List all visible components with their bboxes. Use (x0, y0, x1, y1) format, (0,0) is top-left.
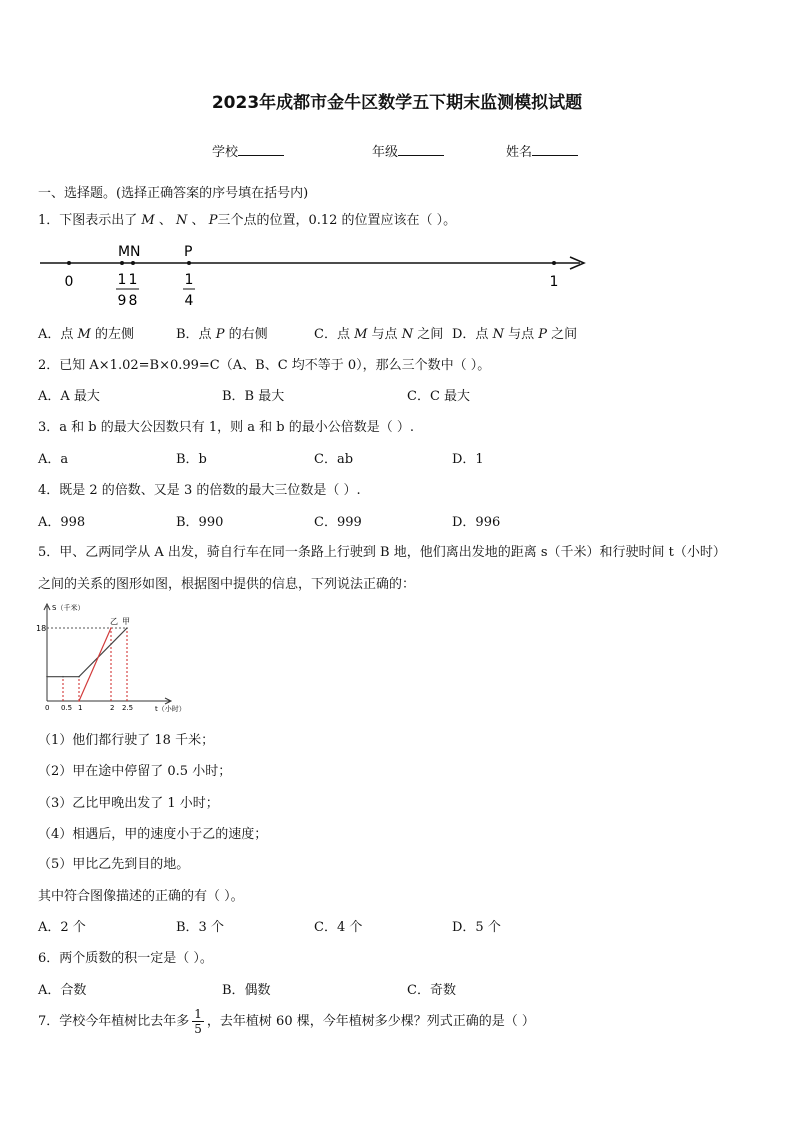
q7-fraction-denominator: 5 (194, 1022, 202, 1036)
q1-stem (38, 209, 456, 228)
opt-var: M (354, 327, 368, 342)
q4-option-a: A．998 (38, 515, 86, 530)
q1-option-d (452, 323, 577, 342)
school-label: 学校 (212, 145, 239, 160)
x-tick-2.5: 2.5 (122, 704, 134, 712)
q5-option-d: D．5 个 (452, 920, 501, 935)
q1-var-m: M (141, 213, 155, 228)
opt-text: 与点 (371, 327, 398, 342)
p-denominator: 4 (184, 293, 194, 309)
q1-option-a (38, 323, 134, 342)
q5-stem-line1: 5．甲、乙两同学从 A 出发，骑自行车在同一条路上行驶到 B 地，他们离出发地的距离 s（千米）和行驶时间 t（小时） (38, 545, 726, 560)
grade-label: 年级 (372, 145, 399, 160)
q7-fraction (192, 1007, 204, 1036)
opt-text: 之间 (417, 327, 444, 342)
m-denominator: 9 (117, 293, 127, 309)
q3-option-c: C．ab (314, 452, 354, 467)
opt-var: N (401, 327, 414, 342)
q3-stem: 3．a 和 b 的最大公因数只有 1，则 a 和 b 的最小公倍数是（ ）. (38, 420, 415, 435)
opt-text: A．点 (38, 327, 74, 342)
tick-one (552, 261, 556, 265)
q1-sep: 、 (191, 213, 205, 228)
series-line-yi (79, 628, 111, 701)
opt-text: B．点 (176, 327, 212, 342)
n-numerator: 1 (128, 272, 138, 288)
opt-text: C．点 (314, 327, 350, 342)
q5-statement-1: （1）他们都行驶了 18 千米； (38, 733, 215, 748)
name-label: 姓名 (506, 145, 533, 160)
m-numerator: 1 (117, 272, 127, 288)
q6-option-a: A．合数 (38, 983, 87, 998)
q5-option-b: B．3 个 (176, 920, 224, 935)
page-title: 2023年成都市金牛区数学五下期末监测模拟试题 (211, 93, 583, 113)
q1-var-n: N (176, 213, 188, 228)
section-heading: 一、选择题。(选择正确答案的序号填在括号内) (38, 186, 309, 201)
opt-text: 之间 (551, 327, 578, 342)
q6-stem: 6．两个质数的积一定是（ ）。 (38, 951, 213, 966)
series-point (46, 676, 48, 678)
q7-stem-a: 7．学校今年植树比去年多 (38, 1014, 190, 1029)
grade-field (372, 141, 444, 160)
q2-option-c: C．C 最大 (407, 389, 471, 404)
q1-option-b (176, 323, 268, 342)
q1-stem-b: 三个点的位置，0.12 的位置应该在（ ）。 (217, 213, 457, 228)
opt-var: P (215, 327, 225, 342)
q6-option-c: C．奇数 (407, 983, 456, 998)
number-line-figure (36, 236, 596, 314)
graph-guides (47, 628, 127, 701)
opt-var: P (538, 327, 547, 342)
q3-option-b: B．b (176, 452, 207, 467)
q4-stem: 4．既是 2 的倍数、又是 3 的倍数的最大三位数是（ ）. (38, 483, 361, 498)
q4-option-b: B．990 (176, 515, 224, 530)
q5-statement-4: （4）相遇后，甲的速度小于乙的速度； (38, 827, 268, 842)
q4-option-c: C．999 (314, 515, 362, 530)
q5-statement-3: （3）乙比甲晚出发了 1 小时； (38, 796, 219, 811)
label-one: 1 (549, 274, 559, 290)
q5-statement-5: （5）甲比乙先到目的地。 (38, 857, 190, 872)
q5-statement-2: （2）甲在途中停留了 0.5 小时； (38, 764, 232, 779)
q5-option-c: C．4 个 (314, 920, 363, 935)
n-denominator: 8 (128, 293, 138, 309)
q1-var-p: P (208, 213, 218, 228)
distance-time-graph (30, 600, 195, 720)
label-jia: 甲 (122, 617, 130, 626)
y-tick-18: 18 (36, 624, 47, 633)
q7-stem (38, 1007, 535, 1036)
x-axis-label: t（小时） (155, 705, 186, 713)
q5-stem-line2: 之间的关系的图形如图，根据图中提供的信息，下列说法正确的： (38, 577, 416, 592)
opt-var: N (492, 327, 504, 342)
q2-option-a: A．A 最大 (38, 389, 100, 404)
tick-zero (67, 261, 71, 265)
school-field (212, 141, 284, 160)
y-axis-label: S（千米） (52, 604, 85, 612)
q1-sep: 、 (158, 213, 172, 228)
label-n: N (130, 244, 141, 260)
p-numerator: 1 (184, 272, 194, 288)
x-tick-2: 2 (110, 704, 115, 712)
point-n (131, 261, 135, 265)
point-m (120, 261, 124, 265)
graph-series (46, 627, 128, 702)
label-p: P (184, 244, 193, 260)
series-point (62, 676, 64, 678)
q3-option-d: D．1 (452, 452, 484, 467)
q2-stem: 2．已知 A×1.02=B×0.99=C（A、B、C 均不等于 0），那么三个数中（ ）。 (38, 358, 491, 373)
series-point (78, 676, 80, 678)
opt-text: 的右侧 (228, 327, 268, 342)
q2-option-b: B．B 最大 (222, 389, 285, 404)
q7-fraction-numerator: 1 (194, 1007, 202, 1021)
q4-option-d: D．996 (452, 515, 501, 530)
x-tick-1: 1 (78, 704, 83, 712)
label-zero: 0 (64, 274, 74, 290)
x-tick-0.5: 0.5 (61, 704, 73, 712)
series-line-jia (47, 628, 127, 677)
q5-conclusion: 其中符合图像描述的正确的有（ ）。 (38, 889, 244, 904)
name-field (506, 141, 578, 160)
opt-text: 与点 (508, 327, 535, 342)
series-point (110, 627, 112, 629)
name-blank (532, 145, 578, 156)
q6-option-b: B．偶数 (222, 983, 271, 998)
x-tick-0: 0 (45, 704, 50, 712)
q1-option-c (314, 323, 443, 342)
label-m: M (118, 244, 131, 260)
point-p (187, 261, 191, 265)
label-yi: 乙 (110, 617, 118, 626)
q3-option-a: A．a (38, 452, 69, 467)
series-point (126, 627, 128, 629)
q5-option-a: A．2 个 (38, 920, 86, 935)
q7-stem-b: ，去年植树 60 棵，今年植树多少棵？列式正确的是（ ） (206, 1014, 535, 1029)
school-blank (238, 145, 284, 156)
opt-text: D．点 (452, 327, 489, 342)
series-point (78, 700, 80, 702)
opt-text: 的左侧 (94, 327, 134, 342)
opt-var: M (77, 327, 91, 342)
grade-blank (398, 145, 444, 156)
q1-stem-a: 1．下图表示出了 (38, 213, 138, 228)
